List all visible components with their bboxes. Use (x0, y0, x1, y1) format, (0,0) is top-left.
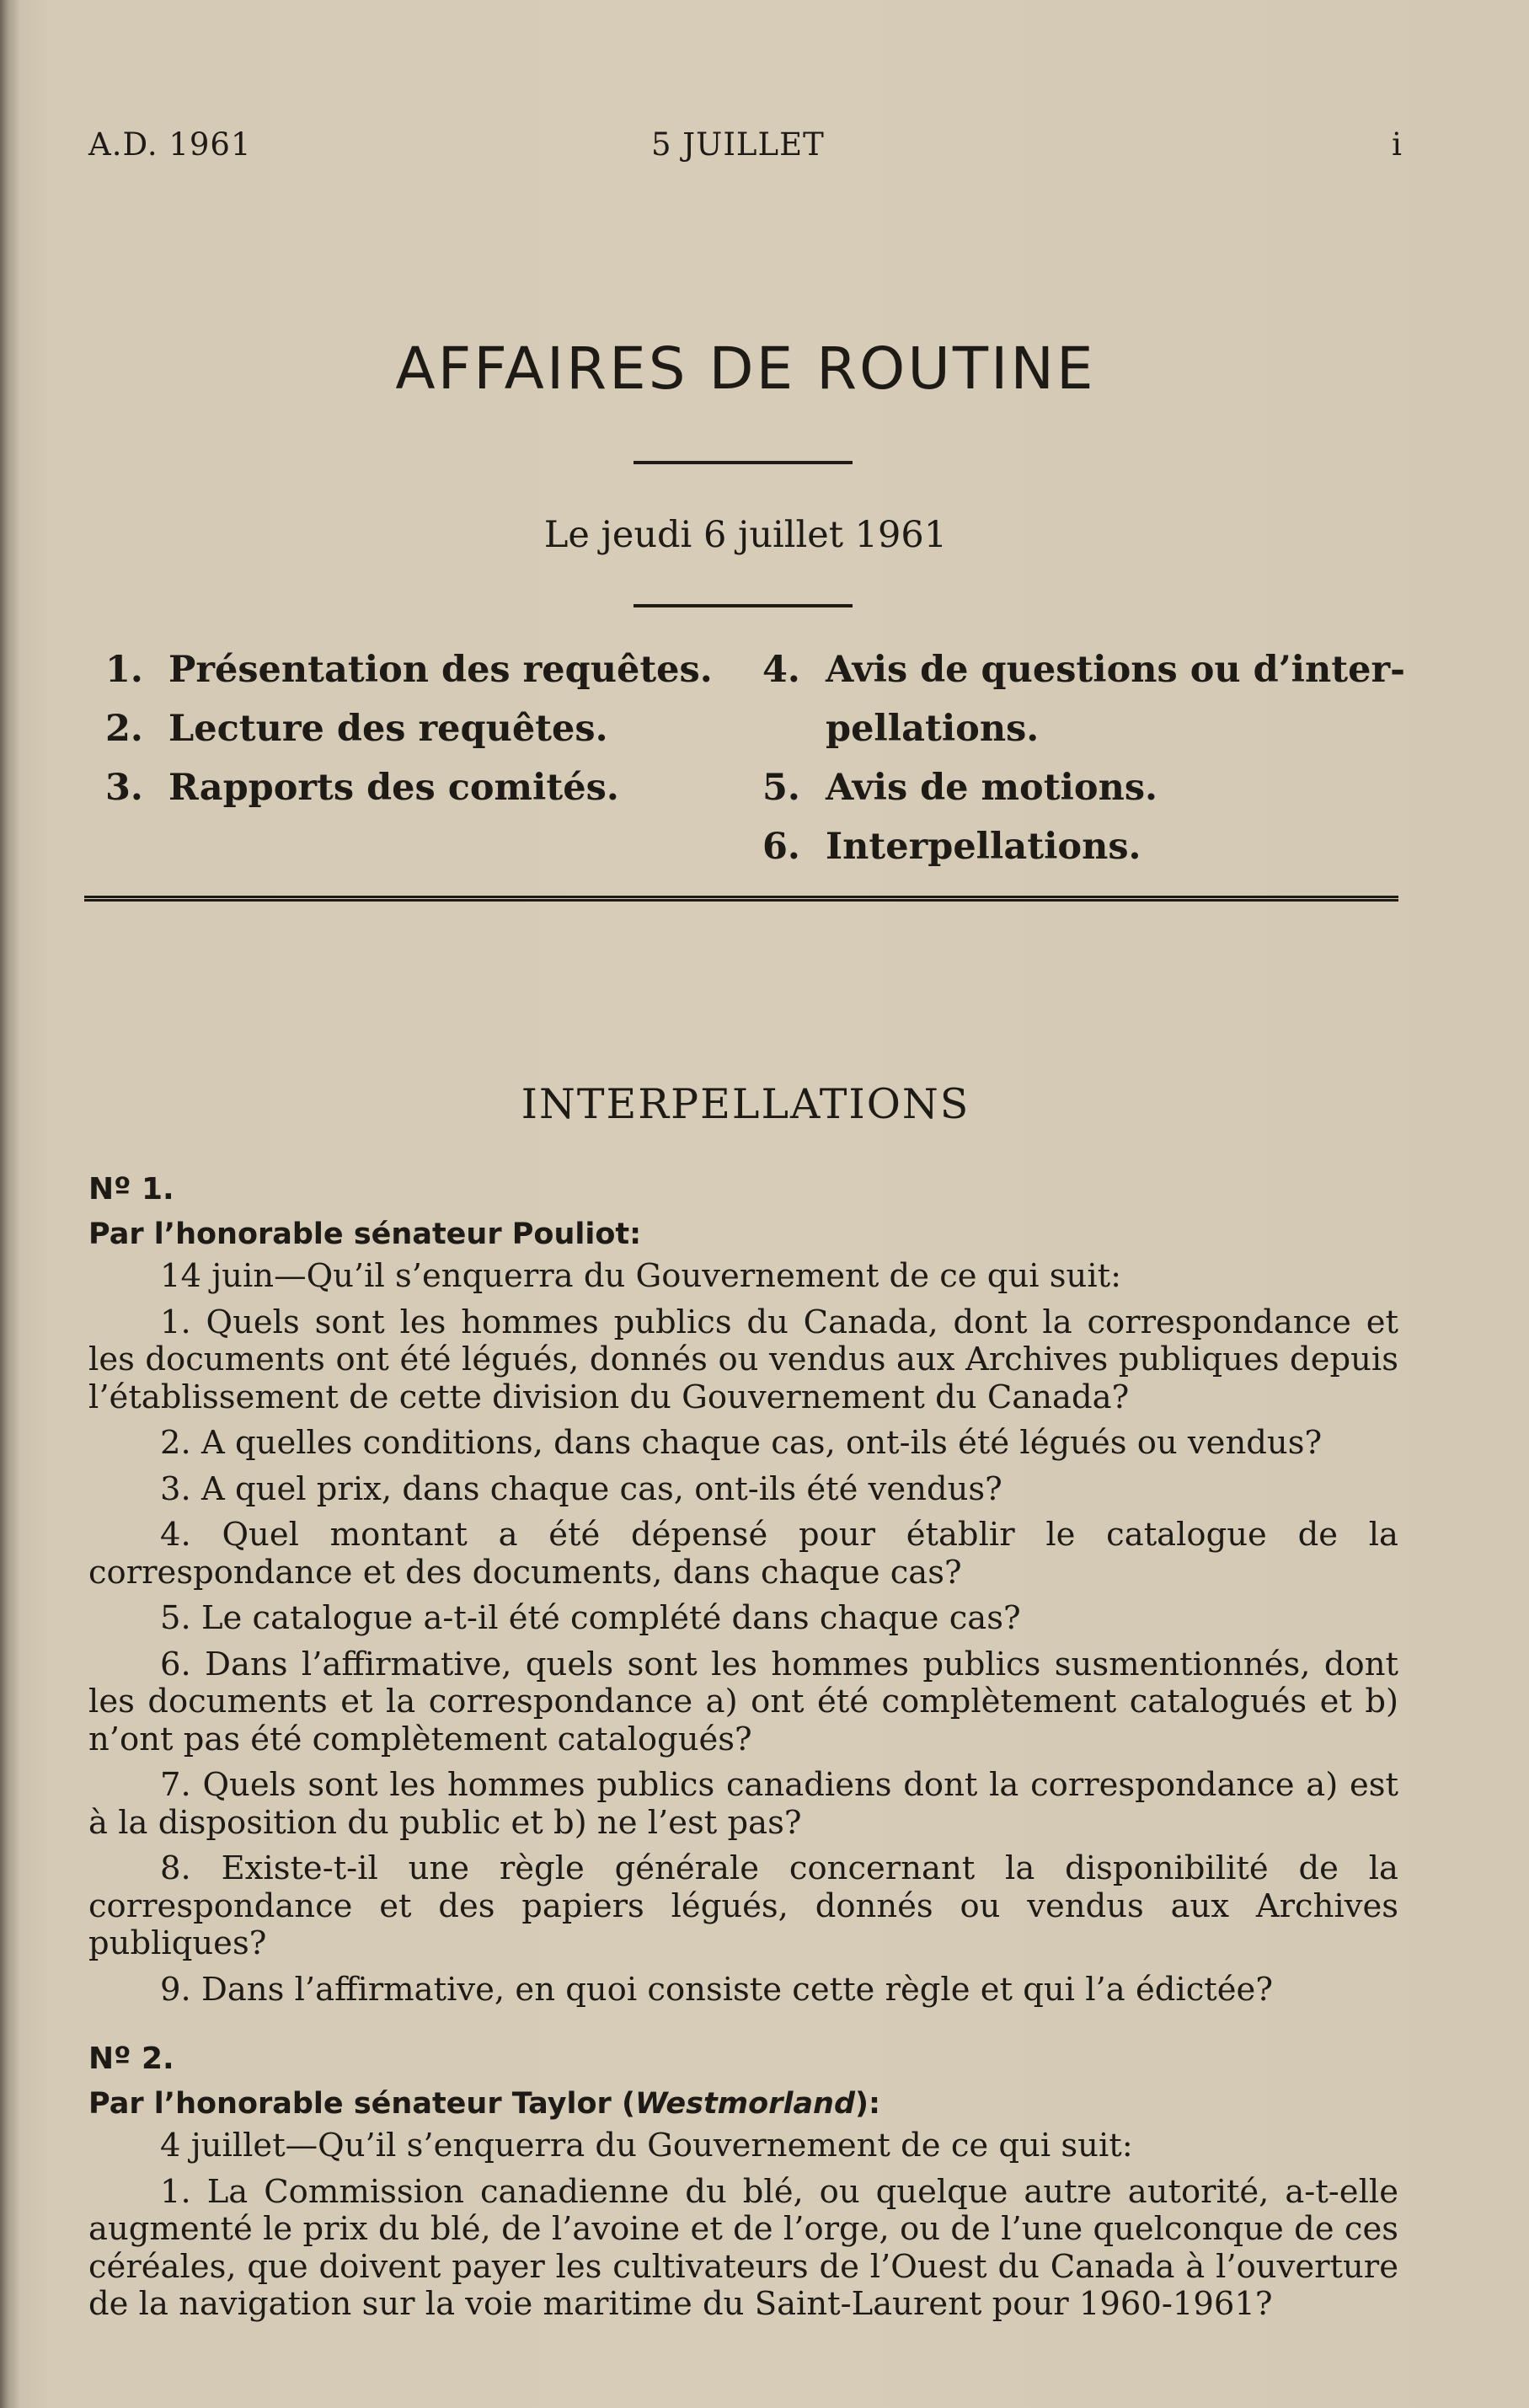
order-item (105, 699, 746, 758)
question-paragraph: 9. Dans l’affirmative, en quoi consiste cette règle et qui l’a édictée? (160, 1970, 1273, 2009)
order-number: 1. (105, 649, 143, 691)
question-paragraph: 1. La Commission canadienne du blé, ou quelque autre autorité, a-t-elle augmenté le prix du blé, de l’avoine et de l’orge, ou de l’une quelconque de ces céréales, que doivent payer les cultivateurs de l’Ouest du Canada à l’ouverture de la navigation sur la voie maritime du Saint-Laurent pour 1960-1961? (88, 2172, 1398, 2323)
sponsor-riding: Westmorland (635, 2086, 856, 2121)
order-column-right (762, 640, 1419, 876)
section-title: INTERPELLATIONS (521, 1080, 970, 1128)
page-title: AFFAIRES DE ROUTINE (395, 335, 1096, 403)
page-number: i (1392, 126, 1403, 163)
order-number: 5. (762, 767, 800, 809)
question-paragraph: 4 juillet—Qu’il s’enquerra du Gouvernement de ce qui suit: (160, 2127, 1133, 2165)
running-header (88, 126, 1403, 169)
sponsor-text: Par l’honorable sénateur Taylor ( (88, 2086, 635, 2121)
question-paragraph: 1. Quels sont les hommes publics du Canada, dont la correspondance et les documents ont été légués, donnés ou vendus aux Archives publiques depuis l’établissement de cette division du Gouvernement du Canada? (88, 1303, 1398, 1416)
question-paragraph: 14 juin—Qu’il s’enquerra du Gouvernement de ce qui suit: (160, 1257, 1122, 1295)
question-paragraph: 4. Quel montant a été dépensé pour établir le catalogue de la correspondance et des documents, dans chaque cas? (88, 1516, 1398, 1592)
double-divider (84, 896, 1398, 902)
question-sponsor (88, 2085, 1398, 2123)
order-number: 2. (105, 708, 143, 750)
divider (634, 604, 853, 607)
order-label: Lecture des requêtes. (168, 708, 608, 750)
question-paragraph: 6. Dans l’affirmative, quels sont les hommes publics susmentionnés, dont les documents et la correspondance a) ont été complètement catalogués et b) n’ont pas été complètement catalogués? (88, 1645, 1398, 1758)
order-item (105, 758, 746, 817)
sponsor-text-end: ): (855, 2086, 881, 2121)
question-paragraph: 5. Le catalogue a-t-il été complété dans chaque cas? (160, 1599, 1021, 1637)
question-paragraph: 7. Quels sont les hommes publics canadiens dont la correspondance a) est à la disposition du public et b) ne l’est pas? (88, 1766, 1398, 1842)
question-number: Nº 2. (88, 2041, 174, 2076)
question-paragraph: 3. A quel prix, dans chaque cas, ont-ils été vendus? (160, 1469, 1002, 1508)
order-label: Présentation des requêtes. (168, 649, 713, 691)
header-date: 5 JUILLET (651, 126, 825, 163)
sponsor-text: Par l’honorable sénateur Pouliot: (88, 1217, 642, 1251)
divider (634, 461, 853, 464)
question-number: Nº 1. (88, 1172, 174, 1207)
order-number: 4. (762, 649, 800, 691)
order-number: 3. (105, 767, 143, 809)
order-label-continued: pellations. (826, 708, 1040, 750)
order-label: Interpellations. (826, 826, 1141, 868)
order-item (762, 758, 1419, 817)
order-item (105, 640, 746, 699)
order-label: Avis de questions ou d’inter- (826, 649, 1405, 691)
order-item (762, 640, 1419, 699)
order-item (762, 817, 1419, 876)
question-paragraph: 8. Existe-t-il une règle générale concernant la disponibilité de la correspondance et des papiers légués, donnés ou vendus aux Archives publiques? (88, 1849, 1398, 1962)
question-paragraph: 2. A quelles conditions, dans chaque cas, ont-ils été légués ou vendus? (160, 1424, 1323, 1462)
question-sponsor (88, 1216, 1398, 1254)
order-column-left (105, 640, 746, 817)
order-number: 6. (762, 826, 800, 868)
order-label: Rapports des comités. (168, 767, 619, 809)
header-year: A.D. 1961 (88, 126, 252, 163)
order-label: Avis de motions. (826, 767, 1158, 809)
session-date: Le jeudi 6 juillet 1961 (543, 514, 948, 556)
questions-body (88, 1171, 1398, 2332)
